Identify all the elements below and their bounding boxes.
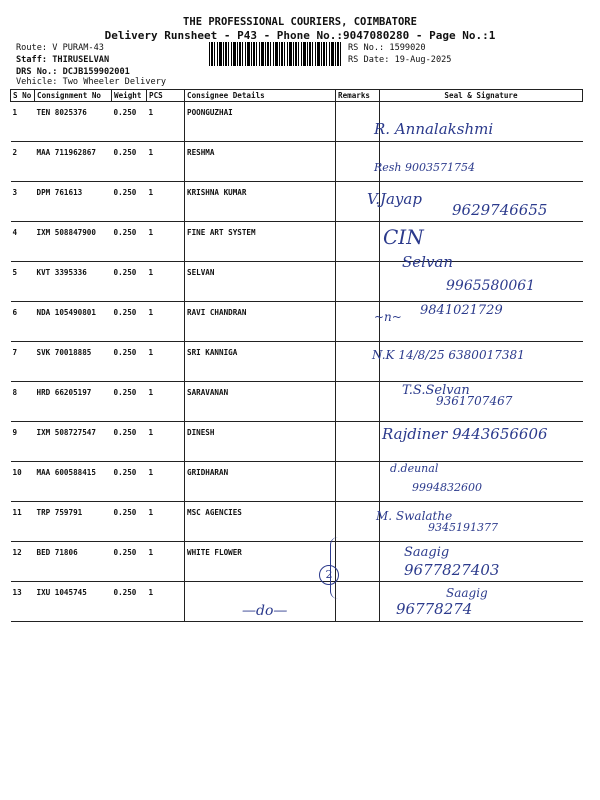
barcode-image <box>209 42 341 66</box>
cell-pcs: 1 <box>147 462 185 502</box>
cell-pcs: 1 <box>147 422 185 462</box>
cell-consignee: KRISHNA KUMAR <box>185 182 336 222</box>
table-row <box>11 222 583 262</box>
cell-consignee: GRIDHARAN <box>185 462 336 502</box>
signature-6-mark: ~n~ <box>374 310 402 324</box>
rs-number: RS No.: 1599020 <box>348 43 426 53</box>
table-row <box>11 142 583 182</box>
signature-4: CIN <box>383 225 424 249</box>
cell-remarks <box>336 102 380 142</box>
cell-consignee: RESHMA <box>185 142 336 182</box>
cell-consignment: TEN 8025376 <box>35 102 112 142</box>
cell-sno: 1 <box>11 102 35 142</box>
cell-consignment: TRP 759791 <box>35 502 112 542</box>
signature-5a: Selvan <box>402 253 454 271</box>
cell-weight: 0.250 <box>112 182 147 222</box>
cell-consignee: DINESH <box>185 422 336 462</box>
cell-weight: 0.250 <box>112 142 147 182</box>
signature-2: Resh 9003571754 <box>374 161 476 174</box>
signature-11a: M. Swalathe <box>376 509 453 523</box>
col-weight: Weight <box>112 90 147 102</box>
cell-sno: 10 <box>11 462 35 502</box>
signature-7: N.K 14/8/25 6380017381 <box>372 348 525 362</box>
cell-weight: 0.250 <box>112 102 147 142</box>
cell-weight: 0.250 <box>112 502 147 542</box>
cell-weight: 0.250 <box>112 222 147 262</box>
col-remarks: Remarks <box>336 90 380 102</box>
table-row <box>11 462 583 502</box>
company-title: THE PROFESSIONAL COURIERS, COIMBATORE <box>183 16 417 28</box>
cell-pcs: 1 <box>147 102 185 142</box>
cell-consignment: DPM 761613 <box>35 182 112 222</box>
signature-10b: 9994832600 <box>412 481 482 494</box>
signature-3b: 9629746655 <box>452 201 548 219</box>
rs-date: RS Date: 19-Aug-2025 <box>348 55 452 65</box>
cell-weight: 0.250 <box>112 262 147 302</box>
col-signature: Seal & Signature <box>380 90 583 102</box>
cell-consignee: SELVAN <box>185 262 336 302</box>
signature-11b: 9345191377 <box>428 521 498 534</box>
cell-pcs: 1 <box>147 502 185 542</box>
route-label: Route: V PURAM-43 <box>16 43 104 53</box>
cell-pcs: 1 <box>147 182 185 222</box>
cell-pcs: 1 <box>147 222 185 262</box>
cell-consignee: POONGUZHAI <box>185 102 336 142</box>
cell-sno: 7 <box>11 342 35 382</box>
col-consignee: Consignee Details <box>185 90 336 102</box>
signature-6: 9841021729 <box>420 303 503 318</box>
cell-remarks <box>336 382 380 422</box>
cell-weight: 0.250 <box>112 382 147 422</box>
cell-consignment: KVT 3395336 <box>35 262 112 302</box>
cell-weight: 0.250 <box>112 542 147 582</box>
cell-weight: 0.250 <box>112 342 147 382</box>
cell-consignee: SRI KANNIGA <box>185 342 336 382</box>
cell-remarks <box>336 502 380 542</box>
table-header-row <box>11 90 583 102</box>
signature-12a: Saagig <box>404 545 450 560</box>
cell-sno: 8 <box>11 382 35 422</box>
signature-1: R. Annalakshmi <box>374 120 494 138</box>
cell-remarks <box>336 542 380 582</box>
cell-sno: 4 <box>11 222 35 262</box>
cell-remarks <box>336 422 380 462</box>
cell-sno: 11 <box>11 502 35 542</box>
cell-consignment: IXM 508727547 <box>35 422 112 462</box>
cell-sno: 9 <box>11 422 35 462</box>
signature-13b: 96778274 <box>396 600 473 618</box>
cell-sno: 6 <box>11 302 35 342</box>
cell-sno: 12 <box>11 542 35 582</box>
cell-consignment: MAA 600588415 <box>35 462 112 502</box>
circled-count-mark: 2 <box>319 565 339 585</box>
cell-consignment: SVK 70018885 <box>35 342 112 382</box>
cell-remarks <box>336 582 380 622</box>
cell-consignment: NDA 105490801 <box>35 302 112 342</box>
cell-remarks <box>336 222 380 262</box>
vehicle-label: Vehicle: Two Wheeler Delivery <box>16 77 167 87</box>
cell-pcs: 1 <box>147 382 185 422</box>
cell-pcs: 1 <box>147 582 185 622</box>
cell-sno: 13 <box>11 582 35 622</box>
cell-remarks <box>336 142 380 182</box>
cell-pcs: 1 <box>147 262 185 302</box>
signature-9: Rajdiner 9443656606 <box>382 425 548 443</box>
cell-pcs: 1 <box>147 542 185 582</box>
cell-sno: 5 <box>11 262 35 302</box>
runsheet-subtitle: Delivery Runsheet - P43 - Phone No.:9047080280 - Page No.:1 <box>104 29 496 42</box>
cell-weight: 0.250 <box>112 582 147 622</box>
signature-10a: d.deunal <box>390 462 439 475</box>
staff-label: Staff: THIRUSELVAN <box>16 55 110 65</box>
signature-12b: 9677827403 <box>404 561 500 579</box>
cell-pcs: 1 <box>147 142 185 182</box>
cell-consignee: RAVI CHANDRAN <box>185 302 336 342</box>
cell-consignment: IXM 508847900 <box>35 222 112 262</box>
cell-sno: 3 <box>11 182 35 222</box>
col-sno: S No <box>11 90 35 102</box>
drs-label: DRS No.: DCJB159902001 <box>16 67 130 77</box>
signature-8a: T.S.Selvan <box>402 383 470 398</box>
cell-pcs: 1 <box>147 302 185 342</box>
signature-13a: Saagig <box>446 586 488 600</box>
cell-weight: 0.250 <box>112 422 147 462</box>
cell-consignee: FINE ART SYSTEM <box>185 222 336 262</box>
cell-consignment: HRD 66205197 <box>35 382 112 422</box>
cell-remarks <box>336 262 380 302</box>
signature-3a: V.Jayap <box>367 190 422 208</box>
col-consignment: Consignment No <box>35 90 112 102</box>
cell-weight: 0.250 <box>112 462 147 502</box>
cell-consignee: MSC AGENCIES <box>185 502 336 542</box>
cell-consignment: MAA 711962867 <box>35 142 112 182</box>
cell-consignee: SARAVANAN <box>185 382 336 422</box>
cell-remarks <box>336 462 380 502</box>
cell-weight: 0.250 <box>112 302 147 342</box>
table-row <box>11 102 583 142</box>
cell-pcs: 1 <box>147 342 185 382</box>
ditto-mark: —do— <box>242 603 288 619</box>
cell-remarks <box>336 302 380 342</box>
signature-8b: 9361707467 <box>436 394 513 408</box>
cell-consignment: IXU 1045745 <box>35 582 112 622</box>
cell-consignee: WHITE FLOWER <box>185 542 336 582</box>
col-pcs: PCS <box>147 90 185 102</box>
cell-sno: 2 <box>11 142 35 182</box>
cell-consignment: BED 71806 <box>35 542 112 582</box>
signature-5b: 9965580061 <box>446 278 536 294</box>
table-row <box>11 582 583 622</box>
